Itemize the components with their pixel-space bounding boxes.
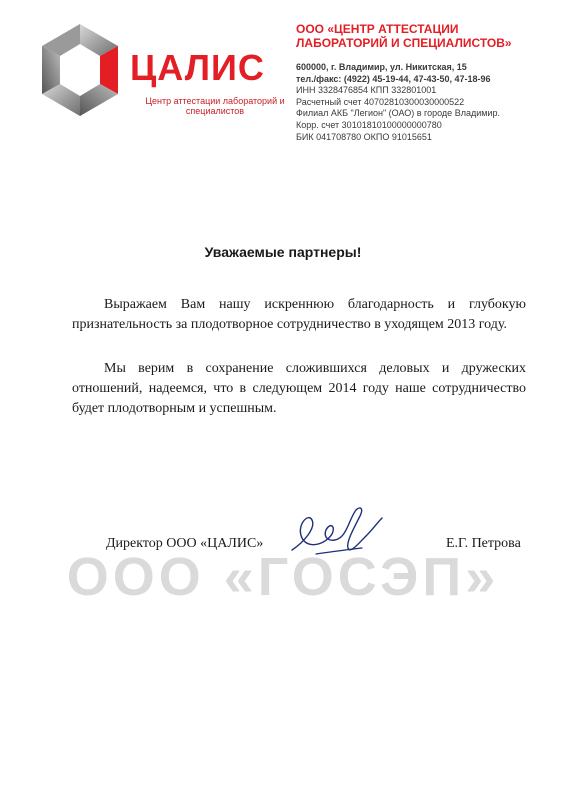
branch-line: Филиал АКБ "Легион" (ОАО) в городе Владимир. [296,108,500,119]
bik-okpo-line: БИК 041708780 ОКПО 91015651 [296,131,432,142]
signer-title: Директор ООО «ЦАЛИС» [106,536,264,551]
address-line: 600000, г. Владимир, ул. Никитская, 15 [296,62,467,72]
organization-name: ООО «ЦЕНТР АТТЕСТАЦИИ ЛАБОРАТОРИЙ И СПЕЦИАЛИСТОВ» [296,22,512,50]
account-line: Расчетный счет 40702810300030000522 [296,96,465,107]
salutation: Уважаемые партнеры! [204,244,362,260]
signature-icon [286,498,386,562]
signer-name: Е.Г. Петрова [446,536,521,551]
paragraph-thanks [72,295,526,335]
company-logo-icon [28,22,132,126]
logo-subtitle: Центр аттестации лабораторий и специалистов [145,96,285,116]
corr-account-line: Корр. счет 30101810100000000780 [296,119,442,130]
paragraph-hopes-text: Мы верим в сохранение сложившихся деловых и дружеских отношений, надеемся, что в следующем 2014 году наше сотрудничество будет плодотворным и успешным. [72,361,526,416]
inn-kpp-line: ИНН 3328476854 КПП 332801001 [296,85,437,96]
paragraph-thanks-text: Выражаем Вам нашу искреннюю благодарность и глубокую признательность за плодотворное сотрудничество в уходящем 2013 году. [72,297,526,332]
paragraph-hopes [72,359,526,419]
logo-wordmark: ЦАЛИС [130,47,265,88]
watermark: ООО «ГОСЭП» [66,547,500,607]
organization-details [296,62,546,143]
phone-line: тел./факс: (4922) 45-19-44, 47-43-50, 47-18-96 [296,73,491,84]
